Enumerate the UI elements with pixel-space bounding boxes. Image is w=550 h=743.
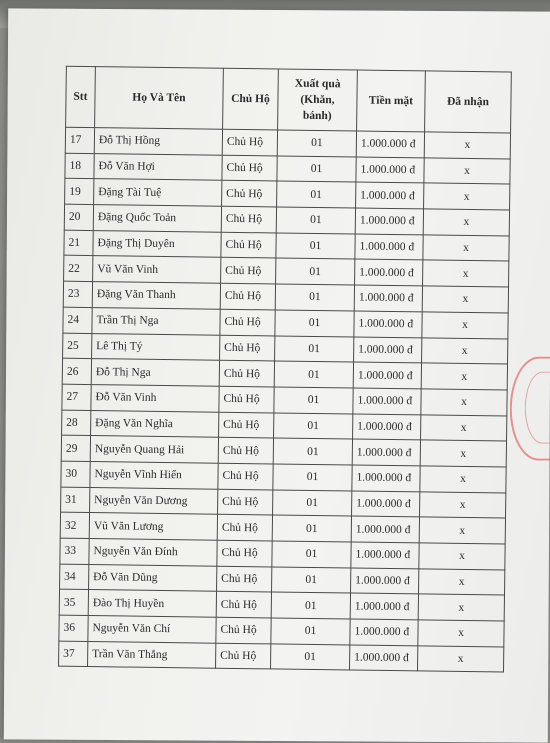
cell-xuat-qua: 01: [276, 258, 355, 285]
cell-name: Nguyễn Văn Dương: [90, 487, 218, 514]
cell-stt: 22: [64, 256, 93, 282]
cell-tien-mat: 1.000.000 đ: [350, 619, 418, 646]
cell-xuat-qua: 01: [277, 156, 356, 183]
cell-da-nhan: x: [419, 569, 505, 596]
cell-da-nhan: x: [417, 646, 503, 673]
cell-chu-ho: Chủ Hộ: [218, 489, 273, 515]
cell-da-nhan: x: [420, 491, 506, 518]
cell-stt: 18: [65, 153, 94, 179]
cell-name: Nguyễn Quang Hải: [90, 436, 218, 463]
cell-da-nhan: x: [420, 466, 506, 493]
cell-stt: 33: [60, 538, 89, 564]
cell-name: Đặng Tài Tuệ: [94, 179, 222, 206]
cell-stt: 34: [60, 564, 89, 590]
cell-stt: 32: [60, 512, 89, 538]
cell-name: Đỗ Thị Hồng: [94, 128, 222, 155]
table-header-row: [66, 66, 512, 133]
cell-xuat-qua: 01: [275, 335, 354, 362]
cell-da-nhan: x: [421, 414, 507, 441]
cell-chu-ho: Chủ Hộ: [217, 515, 272, 541]
cell-da-nhan: x: [424, 132, 510, 159]
cell-xuat-qua: 01: [273, 464, 352, 491]
cell-da-nhan: x: [423, 209, 509, 236]
cell-stt: 24: [63, 307, 92, 333]
cell-da-nhan: x: [418, 620, 504, 647]
cell-name: Đặng Thị Duyên: [93, 230, 221, 257]
cell-name: Trần Văn Thắng: [88, 641, 216, 668]
cell-stt: 30: [61, 461, 90, 487]
cell-name: Đặng Quốc Toản: [93, 205, 221, 232]
header-xuat-qua-line2: (Khăn,: [300, 93, 335, 107]
cell-xuat-qua: 01: [272, 567, 351, 594]
cell-stt: 21: [64, 230, 93, 256]
cell-chu-ho: Chủ Hộ: [216, 592, 271, 618]
cell-tien-mat: 1.000.000 đ: [349, 645, 417, 672]
cell-tien-mat: 1.000.000 đ: [350, 593, 418, 620]
cell-da-nhan: x: [423, 260, 509, 287]
cell-stt: 37: [59, 641, 88, 667]
cell-stt: 28: [62, 410, 91, 436]
cell-name: Nguyễn Văn Đính: [89, 539, 217, 566]
cell-da-nhan: x: [421, 363, 507, 390]
cell-tien-mat: 1.000.000 đ: [353, 414, 421, 441]
header-xuat-qua: [278, 69, 358, 131]
document-page: [4, 8, 550, 742]
cell-name: Vũ Văn Vinh: [93, 256, 221, 283]
cell-da-nhan: x: [419, 543, 505, 570]
cell-tien-mat: 1.000.000 đ: [352, 491, 420, 518]
cell-stt: 27: [62, 384, 91, 410]
cell-da-nhan: x: [424, 158, 510, 185]
cell-chu-ho: Chủ Hộ: [221, 206, 276, 232]
cell-chu-ho: Chủ Hộ: [222, 181, 277, 207]
cell-xuat-qua: 01: [272, 541, 351, 568]
cell-chu-ho: Chủ Hộ: [220, 335, 275, 361]
cell-stt: 17: [65, 127, 94, 153]
cell-xuat-qua: 01: [276, 207, 355, 234]
cell-da-nhan: x: [422, 312, 508, 339]
cell-name: Đỗ Văn Vinh: [91, 384, 219, 411]
cell-da-nhan: x: [420, 440, 506, 467]
cell-tien-mat: 1.000.000 đ: [352, 465, 420, 492]
cell-name: Nguyễn Vĩnh Hiển: [90, 461, 218, 488]
cell-stt: 31: [61, 487, 90, 513]
cell-name: Đào Thị Huyền: [88, 590, 216, 617]
cell-tien-mat: 1.000.000 đ: [355, 259, 423, 286]
header-tien-mat: Tiền mặt: [357, 70, 426, 132]
cell-da-nhan: x: [423, 235, 509, 262]
cell-da-nhan: x: [422, 337, 508, 364]
header-xuat-qua-line3: bánh): [302, 109, 332, 123]
cell-stt: 29: [61, 435, 90, 461]
cell-name: Đặng Văn Thanh: [92, 282, 220, 309]
header-xuat-qua-line1: Xuất quà: [294, 77, 341, 91]
cell-stt: 23: [63, 281, 92, 307]
header-name: Họ Và Tên: [95, 67, 224, 130]
cell-xuat-qua: 01: [271, 592, 350, 619]
cell-stt: 19: [65, 179, 94, 205]
cell-tien-mat: 1.000.000 đ: [353, 362, 421, 389]
cell-name: Đỗ Thị Nga: [91, 359, 219, 386]
cell-xuat-qua: 01: [272, 515, 351, 542]
cell-da-nhan: x: [424, 183, 510, 210]
cell-xuat-qua: 01: [274, 361, 353, 388]
cell-stt: 35: [59, 590, 88, 616]
cell-tien-mat: 1.000.000 đ: [354, 336, 422, 363]
cell-chu-ho: Chủ Hộ: [222, 129, 277, 155]
cell-chu-ho: Chủ Hộ: [219, 412, 274, 438]
cell-stt: 20: [64, 204, 93, 230]
cell-chu-ho: Chủ Hộ: [217, 566, 272, 592]
cell-chu-ho: Chủ Hộ: [221, 258, 276, 284]
cell-name: Lê Thị Tý: [92, 333, 220, 360]
cell-xuat-qua: 01: [277, 181, 356, 208]
table-row: [59, 641, 504, 673]
cell-name: Đỗ Văn Hợi: [94, 153, 222, 180]
cell-da-nhan: x: [418, 594, 504, 621]
cell-name: Đặng Văn Nghĩa: [91, 410, 219, 437]
cell-xuat-qua: 01: [277, 130, 356, 157]
cell-chu-ho: Chủ Hộ: [218, 437, 273, 463]
cell-tien-mat: 1.000.000 đ: [352, 439, 420, 466]
cell-chu-ho: Chủ Hộ: [220, 283, 275, 309]
cell-chu-ho: Chủ Hộ: [218, 463, 273, 489]
cell-xuat-qua: 01: [271, 618, 350, 645]
cell-tien-mat: 1.000.000 đ: [351, 516, 419, 543]
cell-xuat-qua: 01: [274, 413, 353, 440]
cell-xuat-qua: 01: [273, 438, 352, 465]
cell-chu-ho: Chủ Hộ: [220, 309, 275, 335]
cell-chu-ho: Chủ Hộ: [222, 155, 277, 181]
cell-name: Vũ Văn Lương: [89, 513, 217, 540]
cell-stt: 25: [63, 333, 92, 359]
cell-xuat-qua: 01: [276, 233, 355, 260]
cell-tien-mat: 1.000.000 đ: [354, 285, 422, 312]
cell-chu-ho: Chủ Hộ: [216, 643, 271, 669]
cell-stt: 26: [62, 358, 91, 384]
recipient-table: [58, 66, 512, 673]
cell-da-nhan: x: [421, 389, 507, 416]
cell-tien-mat: 1.000.000 đ: [353, 388, 421, 415]
cell-tien-mat: 1.000.000 đ: [354, 311, 422, 338]
cell-chu-ho: Chủ Hộ: [216, 617, 271, 643]
cell-tien-mat: 1.000.000 đ: [355, 208, 423, 235]
cell-chu-ho: Chủ Hộ: [221, 232, 276, 258]
cell-chu-ho: Chủ Hộ: [219, 386, 274, 412]
header-chu-ho: Chủ Hộ: [223, 68, 279, 130]
cell-xuat-qua: 01: [275, 310, 354, 337]
cell-tien-mat: 1.000.000 đ: [351, 542, 419, 569]
cell-da-nhan: x: [422, 286, 508, 313]
cell-xuat-qua: 01: [274, 387, 353, 414]
table-body: [59, 127, 511, 672]
cell-xuat-qua: 01: [275, 284, 354, 311]
cell-tien-mat: 1.000.000 đ: [356, 182, 424, 209]
cell-name: Đỗ Văn Dũng: [89, 564, 217, 591]
header-da-nhan: Đã nhận: [425, 71, 512, 133]
cell-name: Nguyễn Văn Chí: [88, 616, 216, 643]
cell-name: Trần Thị Nga: [92, 307, 220, 334]
cell-stt: 36: [59, 615, 88, 641]
cell-tien-mat: 1.000.000 đ: [356, 157, 424, 184]
cell-tien-mat: 1.000.000 đ: [351, 568, 419, 595]
cell-tien-mat: 1.000.000 đ: [355, 234, 423, 261]
cell-chu-ho: Chủ Hộ: [219, 360, 274, 386]
cell-da-nhan: x: [419, 517, 505, 544]
header-stt: Stt: [66, 66, 96, 127]
cell-xuat-qua: 01: [273, 490, 352, 517]
cell-chu-ho: Chủ Hộ: [217, 540, 272, 566]
cell-xuat-qua: 01: [271, 644, 350, 671]
cell-tien-mat: 1.000.000 đ: [356, 131, 424, 158]
